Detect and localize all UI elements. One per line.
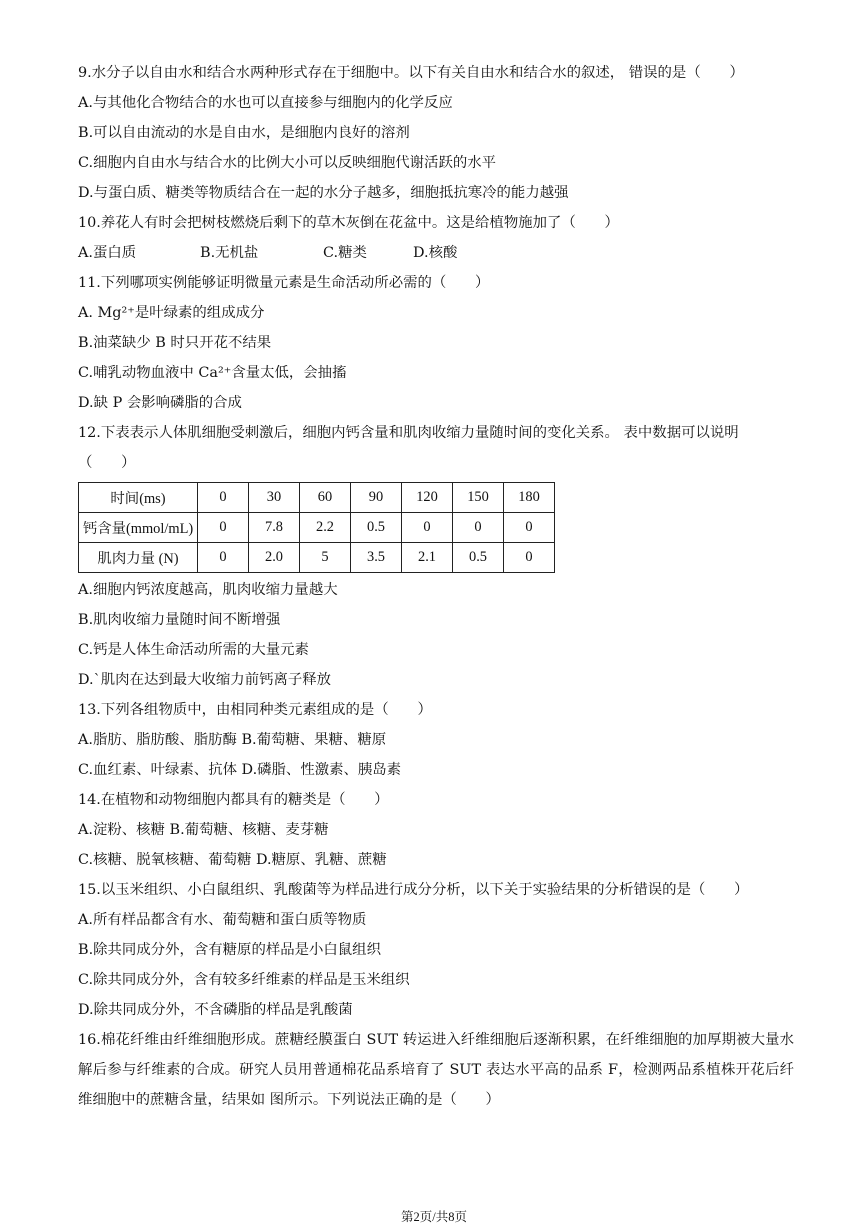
question-10-option-a: A.蛋白质 [78, 245, 137, 261]
question-14-stem: 14.在植物和动物细胞内都具有的糖类是（ ） [78, 792, 389, 808]
table-cell: 0.5 [453, 543, 504, 573]
question-14-options-ab: A.淀粉、核糖 B.葡萄糖、核糖、麦芽糖 [78, 822, 329, 838]
table-cell: 0 [453, 513, 504, 543]
calcium-force-table [78, 482, 555, 573]
table-cell: 0.5 [351, 513, 402, 543]
question-12-option-b: B.肌肉收缩力量随时间不断增强 [78, 612, 281, 628]
table-cell: 0 [402, 513, 453, 543]
question-15-option-a: A.所有样品都含有水、葡萄糖和蛋白质等物质 [78, 912, 367, 928]
question-11-option-a: A. Mg²⁺是叶绿素的组成成分 [78, 305, 265, 321]
table-cell: 0 [198, 513, 249, 543]
table-cell: 0 [198, 483, 249, 513]
table-cell: 30 [249, 483, 300, 513]
question-9-option-a: A.与其他化合物结合的水也可以直接参与细胞内的化学反应 [78, 95, 453, 111]
table-cell: 肌肉力量 (N) [79, 543, 198, 573]
question-11-option-c: C.哺乳动物血液中 Ca²⁺含量太低，会抽搐 [78, 365, 347, 381]
question-11-stem: 11.下列哪项实例能够证明微量元素是生命活动所必需的（ ） [78, 275, 490, 291]
question-15-option-b: B.除共同成分外，含有糖原的样品是小白鼠组织 [78, 942, 381, 958]
question-10-option-d: D.核酸 [413, 245, 458, 261]
table-cell: 120 [402, 483, 453, 513]
question-9-option-d: D.与蛋白质、糖类等物质结合在一起的水分子越多，细胞抵抗寒冷的能力越强 [78, 185, 569, 201]
question-9-option-b: B.可以自由流动的水是自由水，是细胞内良好的溶剂 [78, 125, 410, 141]
question-15-option-d: D.除共同成分外，不含磷脂的样品是乳酸菌 [78, 1002, 353, 1018]
question-12-stem: 12.下表表示人体肌细胞受刺激后，细胞内钙含量和肌肉收缩力量随时间的变化关系。 表中数据可以说明 [78, 425, 739, 441]
question-15-option-c: C.除共同成分外，含有较多纤维素的样品是玉米组织 [78, 972, 410, 988]
question-15-stem: 15.以玉米组织、小白鼠组织、乳酸菌等为样品进行成分分析，以下关于实验结果的分析错误的是（ ） [78, 882, 749, 898]
table-cell: 钙含量(mmol/mL) [79, 513, 198, 543]
table-cell: 5 [300, 543, 351, 573]
question-11-option-d: D.缺 P 会影响磷脂的合成 [78, 395, 242, 411]
page-content [78, 58, 794, 1115]
question-10-options [78, 238, 794, 268]
table-cell: 60 [300, 483, 351, 513]
question-9-option-c: C.细胞内自由水与结合水的比例大小可以反映细胞代谢活跃的水平 [78, 155, 497, 171]
question-12-option-a: A.细胞内钙浓度越高，肌肉收缩力量越大 [78, 582, 338, 598]
table-cell: 2.2 [300, 513, 351, 543]
table-cell: 3.5 [351, 543, 402, 573]
table-cell: 时间(ms) [79, 483, 198, 513]
question-12-option-c: C.钙是人体生命活动所需的大量元素 [78, 642, 309, 658]
table-cell: 7.8 [249, 513, 300, 543]
table-cell: 150 [453, 483, 504, 513]
question-16-stem: 16.棉花纤维由纤维细胞形成。蔗糖经膜蛋白 SUT 转运进入纤维细胞后逐渐积累，在纤维细胞的加厚期被大量水解后参与纤维素的合成。研究人员用普通棉花品系培育了 SUT 表达水平高的品系 F，检测两品系植株开花后纤维细胞中的蔗糖含量，结果如 图所示。下列说法正确的是（ ） [78, 1032, 794, 1108]
question-10-option-b: B.无机盐 [200, 245, 259, 261]
question-10-stem: 10.养花人有时会把树枝燃烧后剩下的草木灰倒在花盆中。这是给植物施加了（ ） [78, 215, 619, 231]
question-13-stem: 13.下列各组物质中，由相同种类元素组成的是（ ） [78, 702, 432, 718]
question-11-option-b: B.油菜缺少 B 时只开花不结果 [78, 335, 272, 351]
question-14-options-cd: C.核糖、脱氧核糖、葡萄糖 D.糖原、乳糖、蔗糖 [78, 852, 387, 868]
question-12-option-d: D.`肌肉在达到最大收缩力前钙离子释放 [78, 672, 332, 688]
table-row [79, 483, 555, 513]
question-12-stem-continued: （ ） [78, 455, 136, 471]
table-cell: 0 [504, 543, 555, 573]
question-13-options-ab: A.脂肪、脂肪酸、脂肪酶 B.葡萄糖、果糖、糖原 [78, 732, 387, 748]
table-row [79, 513, 555, 543]
table-cell: 90 [351, 483, 402, 513]
question-13-options-cd: C.血红素、叶绿素、抗体 D.磷脂、性激素、胰岛素 [78, 762, 402, 778]
question-10-option-c: C.糖类 [323, 245, 367, 261]
table-cell: 2.0 [249, 543, 300, 573]
table-cell: 2.1 [402, 543, 453, 573]
question-9-stem: 9.水分子以自由水和结合水两种形式存在于细胞中。以下有关自由水和结合水的叙述， 错误的是（ ） [78, 65, 744, 81]
table-row [79, 543, 555, 573]
table-cell: 0 [198, 543, 249, 573]
table-cell: 180 [504, 483, 555, 513]
page-number: 第2页/共8页 [401, 1210, 467, 1224]
table-cell: 0 [504, 513, 555, 543]
